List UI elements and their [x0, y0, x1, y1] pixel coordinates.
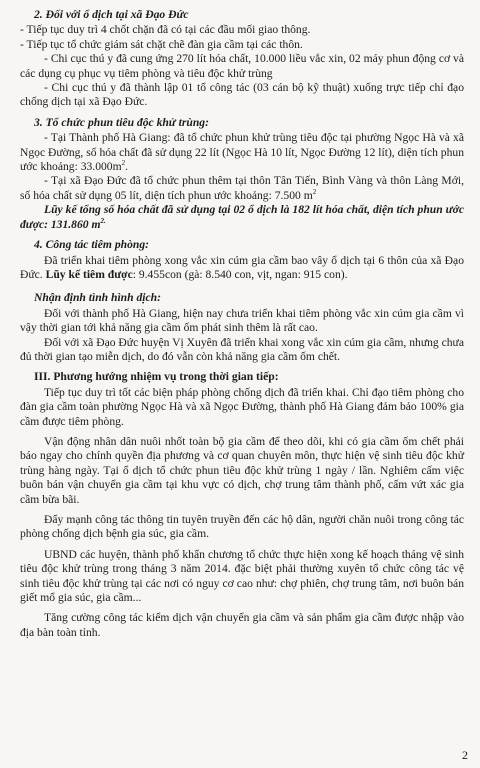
section-iii-paragraph: Tiếp tục duy trì tốt các biện pháp phòng chống dịch đã triển khai. Chỉ đạo tiêm phòng cho đàn gia cầm toàn phường Ngọc Hà và xã Ngọc Đường, thành phố Hà Giang đảm bảo 100% gia cầm được tiêm phòng. — [20, 385, 464, 428]
section-iii-paragraph: Đẩy mạnh công tác thông tin tuyên truyền đến các hộ dân, người chăn nuôi trong công tác phòng chống dịch bệnh gia súc, gia cầm. — [20, 513, 464, 541]
section-3-total — [20, 203, 464, 232]
section-3-p1-text: - Tại Thành phố Hà Giang: đã tổ chức phun khử trùng tiêu độc tại phường Ngọc Hà và xã Ngọc Đường, số hóa chất đã sử dụng 22 lít (Ngọc Hà 10 lít, Ngọc Đường 12 lít), diện tích phun ước khoảng: 33.000m — [20, 131, 464, 174]
section-2-item: - Chi cục thú y đã thành lập 01 tổ công tác (03 cán bộ kỹ thuật) xuống trực tiếp chỉ đạo chống dịch tại xã Đạo Đức. — [20, 81, 464, 109]
section-4-text-end: : 9.455con (gà: 8.540 con, vịt, ngan: 915 con). — [132, 267, 348, 281]
unit-superscript: 2 — [121, 159, 126, 168]
section-iii-paragraph: UBND các huyện, thành phố khẩn chương tổ chức thực hiện xong kế hoạch tháng vệ sinh tiêu độc khử trùng trong tháng 3 năm 2014. đặc biệt phải thường xuyên tổ chức công tác vệ sinh tiêu độc khử trùng tại các nơi có nguy cơ cao như: chợ phiên, chợ trung tâm, nơi buôn bán giết mổ gia súc, gia cầm... — [20, 547, 464, 605]
section-3-paragraph — [20, 131, 464, 174]
section-iii-paragraph: Tăng cường công tác kiểm dịch vận chuyển gia cầm và sản phẩm gia cầm được nhập vào địa bàn toàn tỉnh. — [20, 611, 464, 639]
section-iii-paragraph: Vận động nhân dân nuôi nhốt toàn bộ gia cầm để theo dõi, khi có gia cầm ốm chết phải báo ngay cho chính quyền địa phương và cơ quan chuyên môn, thực hiện vệ sinh tiêu độc khử trùng hàng ngày. Tại ổ dịch tổ chức phun tiêu độc khử trùng 1 ngày / lần. Nghiêm cấm việc buôn bán vận chuyển gia cầm tại khu vực có dịch, chợ trung tâm thành phố, cấm vứt xác gia cầm bừa bãi. — [20, 434, 464, 506]
assessment-paragraph: Đối với thành phố Hà Giang, hiện nay chưa triển khai tiêm phòng vắc xin cúm gia cầm vì vậy thời gian tới khả năng gia cầm ốm phát sinh thêm là rất cao. — [20, 306, 464, 335]
section-3-paragraph — [20, 174, 464, 203]
section-2-item: - Tiếp tục tổ chức giám sát chặt chẽ đàn gia cầm tại các thôn. — [20, 37, 303, 51]
assessment-paragraph: Đối với xã Đạo Đức huyện Vị Xuyên đã triển khai xong vắc xin cúm gia cầm, nhưng chưa đủ thời gian tạo miễn dịch, do đó vẫn còn khả năng gia cầm ốm chết. — [20, 335, 464, 363]
section-2-item: - Chi cục thú y đã cung ứng 270 lít hóa chất, 10.000 liều vắc xin, 02 máy phun động cơ và các dụng cụ phục vụ tiêm phòng và tiêu độc khử trùng — [20, 52, 464, 80]
assessment-heading: Nhận định tình hình dịch: — [34, 291, 161, 305]
section-iii-heading: III. Phương hướng nhiệm vụ trong thời gian tiếp: — [34, 370, 279, 384]
unit-superscript: 2 — [312, 188, 317, 197]
section-4-heading: 4. Công tác tiêm phòng: — [34, 238, 149, 252]
section-3-p1-end: . — [125, 160, 129, 174]
section-4-bold-label: Lũy kế tiêm được — [45, 267, 133, 281]
page-number: 2 — [462, 747, 468, 762]
unit-superscript: 2. — [100, 216, 106, 225]
section-3-total-text: Lũy kế tổng số hóa chất đã sử dụng tại 02 ổ dịch là 182 lít hóa chất, diện tích phun ước được: 131.860 m — [20, 203, 464, 231]
section-4-text: Đã triển khai tiêm phòng xong vắc xin cúm gia cầm bao vây ổ dịch tại 6 thôn của xã Đạo Đức. — [20, 253, 464, 281]
section-3-p2-text: - Tại xã Đạo Đức đã tổ chức phun thêm tại thôn Tân Tiến, Bình Vàng và thôn Làng Mới, số hóa chất sử dụng 05 lít, diện tích phun ước khoảng: 7.500 m — [20, 174, 464, 202]
section-2-heading: 2. Đối với ổ dịch tại xã Đạo Đức — [34, 8, 189, 21]
section-2-item: - Tiếp tục duy trì 4 chốt chặn đã có tại các đầu mối giao thông. — [20, 23, 311, 37]
section-4-paragraph — [20, 254, 464, 283]
section-3-heading: 3. Tổ chức phun tiêu độc khử trùng: — [34, 115, 209, 129]
